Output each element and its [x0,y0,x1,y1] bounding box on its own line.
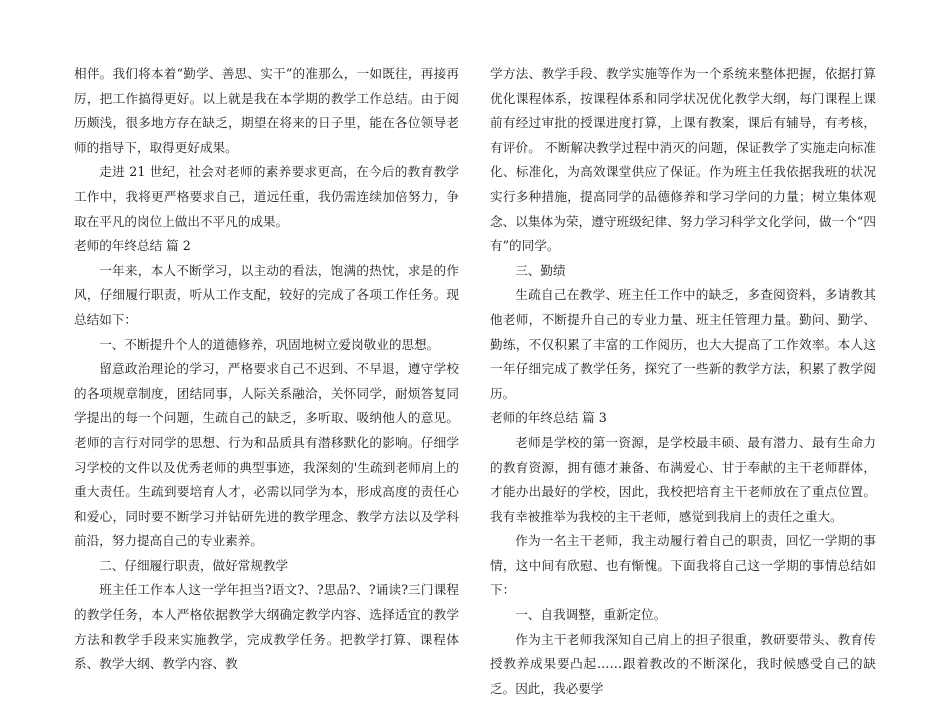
body-paragraph: 二、仔细履行职责，做好常规教学 [99,557,289,573]
body-paragraph: 作为一名主干老师，我主动履行着自己的职责，回忆一学期的事情，这中间有欣慰、也有惭愧。下面我将自己这一学期的事情总结如下： [490,533,876,598]
section-heading: 老师的年终总结 篇 2 [74,238,191,254]
body-paragraph: 老师是学校的第一资源，是学校最丰硕、最有潜力、最有生命力的教育资源，拥有德才兼备、布满爱心、甘于奉献的主干老师群体，才能办出最好的学校，因此，我校把培育主干老师放在了重点位置。我有幸被推举为我校的主干老师，感觉到我肩上的责任之重大。 [490,434,876,524]
section-heading: 老师的年终总结 篇 3 [490,410,607,426]
body-paragraph: 相伴。我们将本着“勤学、善思、实干”的准那么，一如既往，再接再厉，把工作搞得更好。以上就是我在本学期的教学工作总结。由于阅历颇浅，很多地方存在缺乏，期望在将来的日子里，能在各位领导老师的指导下，取得更好成果。 [74,66,459,155]
body-paragraph: 三、勤绩 [515,262,566,278]
body-paragraph: 作为主干老师我深知自己肩上的担子很重，教研要带头、教育传授教养成果要凸起……跟着教改的不断深化，我时候感受自己的缺乏。因此，我必要学 [490,631,876,696]
body-paragraph: 一、自我调整，重新定位。 [515,607,667,623]
body-paragraph: 学方法、教学手段、教学实施等作为一个系统来整体把握，依据打算优化课程体系，按课程体系和同学状况优化教学大纲，每门课程上课前有经过审批的授课进度打算，上课有教案，课后有辅导，有考核，有评价。 不断解决教学过程中消灭的问题，保证教学了实施走向标准化、标准化，为高效课堂供应了保证。作为班主任我依据我班的状况实行多种措施，提高同学的品德修养和学习学问的力量；树立集体观念、以集体为荣，遵守班级纪律、努力学习科学文化学问，做一个“四有”的同学。 [490,66,876,254]
body-paragraph: 班主任工作本人这一学年担当?语文?、?思品?、?诵读?三门课程的教学任务，本人严格依据教学大纲确定教学内容、选择适宜的教学方法和教学手段来实施教学，完成教学任务。把教学打算、课程体系、教学大纲、教学内容、教 [74,582,459,672]
left-column [74,62,459,677]
body-paragraph: 走进 21 世纪，社会对老师的素养要求更高，在今后的教育教学工作中，我将更严格要求自己，道远任重，我仍需连续加倍努力，争取在平凡的岗位上做出不平凡的成果。 [74,164,459,229]
body-paragraph: 一、不断提升个人的道德修养，巩固地树立爱岗敬业的思想。 [99,336,440,352]
body-paragraph: 生疏自己在教学、班主任工作中的缺乏，多查阅资料，多请教其他老师，不断提升自己的专业力量、班主任管理力量。勤问、勤学、勤练，不仅积累了丰富的工作阅历，也大大提高了工作效率。本人这一年仔细完成了教学任务，探究了一些新的教学方法，积累了教学阅历。 [490,287,876,401]
right-column [490,62,876,701]
body-paragraph: 留意政治理论的学习，严格要求自己不迟到、不早退，遵守学校的各项规章制度，团结同事，人际关系融洽，关怀同学，耐烦答复同学提出的每一个问题，生疏自己的缺乏，多听取、吸纳他人的意见。老师的言行对同学的思想、行为和品质具有潜移默化的影响。仔细学习学校的文件以及优秀老师的典型事迹，我深刻的'生疏到老师肩上的重大责任。生疏到要培育人才，必需以同学为本，形成高度的责任心和爱心，同时要不断学习并钻研先进的教学理念、教学方法以及学科前沿，努力提高自己的专业素养。 [74,361,459,549]
body-paragraph: 一年来，本人不断学习，以主动的看法，饱满的热忱，求是的作风，仔细履行职责，听从工作支配，较好的完成了各项工作任务。现总结如下： [74,262,459,327]
